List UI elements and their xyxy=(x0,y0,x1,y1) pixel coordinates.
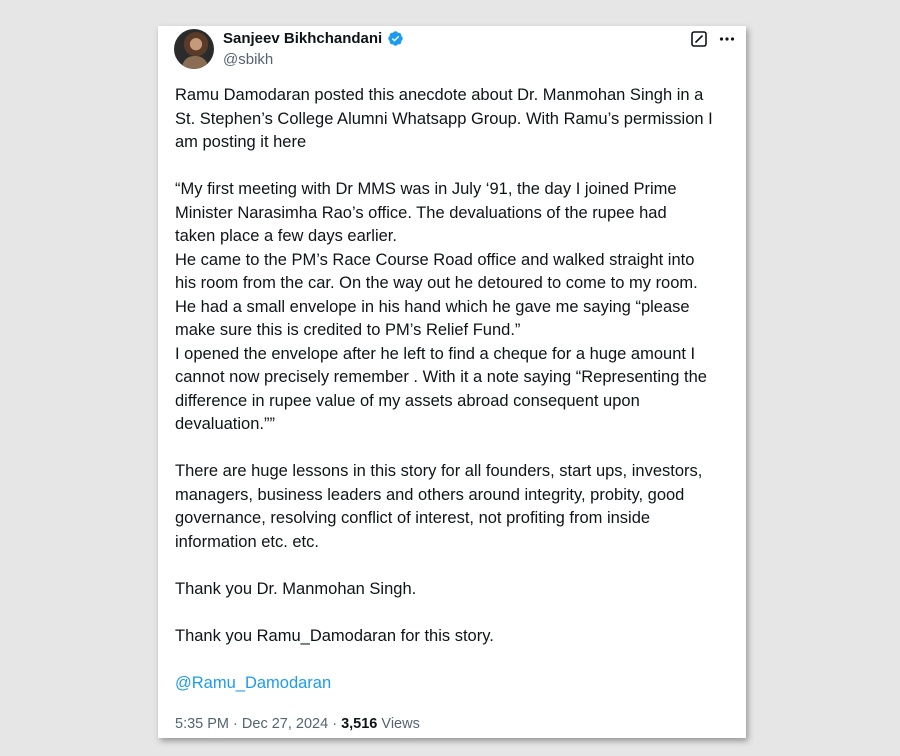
author-name-row xyxy=(223,30,404,47)
text-line: “My first meeting with Dr MMS was in July ‘91, the day I joined Prime xyxy=(175,180,677,198)
verified-badge-icon xyxy=(387,30,404,47)
text-line: make sure this is credited to PM’s Relief Fund.” xyxy=(175,321,521,339)
text-line: difference in rupee value of my assets abroad consequent upon xyxy=(175,391,640,410)
meta-separator: · xyxy=(332,716,338,732)
text-line: governance, resolving conflict of interest, not profiting from inside xyxy=(175,509,651,527)
mention-link[interactable]: @Ramu_Damodaran xyxy=(175,673,332,692)
meta-separator: · xyxy=(233,716,238,732)
text-line: am posting it here xyxy=(175,133,307,151)
mention-paragraph xyxy=(175,672,740,696)
paragraph-thanks-singh xyxy=(175,578,740,602)
views-count: 3,516 xyxy=(341,716,378,732)
paragraph-lessons xyxy=(175,460,740,554)
text-line: He came to the PM’s Race Course Road office and walked straight into xyxy=(175,250,695,269)
grok-icon[interactable] xyxy=(691,31,707,47)
paragraph-anecdote xyxy=(175,178,740,437)
avatar[interactable] xyxy=(174,29,214,69)
text-line: Thank you Ramu_Damodaran for this story. xyxy=(175,626,494,645)
text-line: I opened the envelope after he left to find a cheque for a huge amount I xyxy=(175,344,696,363)
text-line: St. Stephen’s College Alumni Whatsapp Group. With Ramu’s permission I xyxy=(175,109,713,128)
tweet-card xyxy=(158,26,746,738)
tweet-date[interactable]: Dec 27, 2024 xyxy=(241,716,329,732)
text-line: taken place a few days earlier. xyxy=(175,227,397,245)
text-line: Minister Narasimha Rao’s office. The devaluations of the rupee had xyxy=(175,203,667,222)
paragraph-thanks-ramu xyxy=(175,625,740,649)
text-line: his room from the car. On the way out he detoured to come to my room. xyxy=(175,274,698,292)
text-line: information etc. etc. xyxy=(175,532,319,551)
tweet-text xyxy=(175,84,740,695)
tweet-time[interactable]: 5:35 PM xyxy=(175,716,229,732)
tweet-meta xyxy=(175,716,420,732)
views-label: Views xyxy=(381,716,420,732)
text-line: He had a small envelope in his hand which he gave me saying “please xyxy=(175,297,690,316)
author-handle[interactable]: @sbikh xyxy=(223,51,274,68)
author-display-name[interactable]: Sanjeev Bikhchandani xyxy=(223,30,383,47)
more-horizontal-icon[interactable] xyxy=(718,30,736,48)
text-line: There are huge lessons in this story for all founders, start ups, investors, xyxy=(175,462,703,480)
text-line: Thank you Dr. Manmohan Singh. xyxy=(175,579,417,598)
text-line: devaluation.”” xyxy=(175,415,275,433)
paragraph-intro xyxy=(175,84,740,155)
text-line: cannot now precisely remember . With it a note saying “Representing the xyxy=(175,368,707,386)
text-line: managers, business leaders and others around integrity, probity, good xyxy=(175,485,685,504)
text-line: Ramu Damodaran posted this anecdote about Dr. Manmohan Singh in a xyxy=(175,86,704,104)
